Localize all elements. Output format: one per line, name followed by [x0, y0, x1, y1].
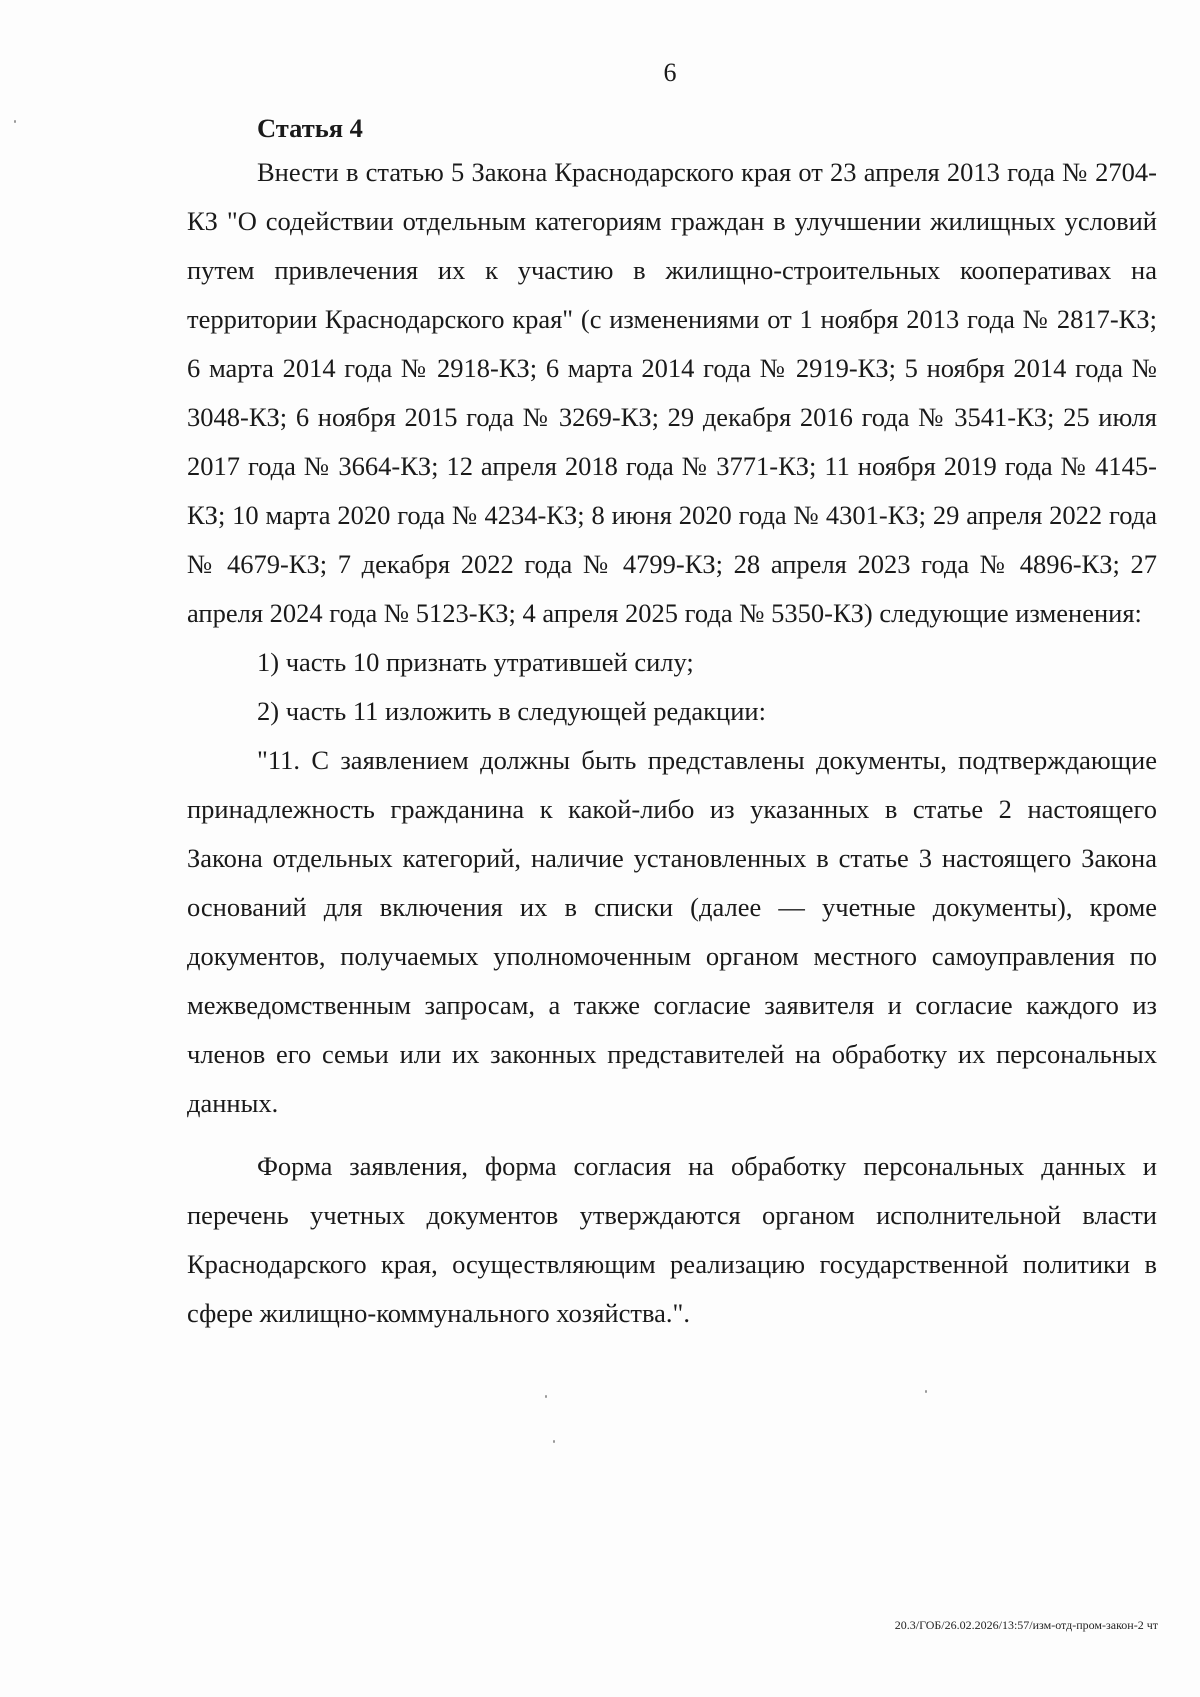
paragraph-form: Форма заявления, форма согласия на обработку персональных данных и перечень учетных документов утверждаются органом исполнительной власти Краснодарского края, осуществляющим реализацию государственной политики в сфере жилищно-коммунального хозяйства.".	[187, 1151, 1157, 1328]
document-body	[187, 108, 1157, 1338]
article-heading: Статья 4	[257, 113, 363, 143]
scan-speck	[14, 120, 16, 123]
paragraph-quote-11: "11. С заявлением должны быть представлены документы, подтверждающие принадлежность гражданина к какой-либо из указанных в статье 2 настоящего Закона отдельных категорий, наличие установленных в статье 3 настоящего Закона оснований для включения их в списки (далее — учетные документы), кроме документов, получаемых уполномоченным органом местного самоуправления по межведомственным запросам, а также согласие заявителя и согласие каждого из членов его семьи или их законных представителей на обработку их персональных данных.	[187, 745, 1157, 1118]
page-number: 6	[663, 58, 677, 87]
scan-speck	[545, 1395, 547, 1398]
scan-speck	[925, 1390, 927, 1393]
paragraph-intro: Внести в статью 5 Закона Краснодарского края от 23 апреля 2013 года № 2704-КЗ "О содействии отдельным категориям граждан в улучшении жилищных условий путем привлечения их к участию в жилищно-строительных кооперативах на территории Краснодарского края" (с изменениями от 1 ноября 2013 года № 2817-КЗ; 6 марта 2014 года № 2918-КЗ; 6 марта 2014 года № 2919-КЗ; 5 ноября 2014 года № 3048-КЗ; 6 ноября 2015 года № 3269-КЗ; 29 декабря 2016 года № 3541-КЗ; 25 июля 2017 года № 3664-КЗ; 12 апреля 2018 года № 3771-КЗ; 11 ноября 2019 года № 4145-КЗ; 10 марта 2020 года № 4234-КЗ; 8 июня 2020 года № 4301-КЗ; 29 апреля 2022 года № 4679-КЗ; 7 декабря 2022 года № 4799-КЗ; 28 апреля 2023 года № 4896-КЗ; 27 апреля 2024 года № 5123-КЗ; 4 апреля 2025 года № 5350-КЗ) следующие изменения:	[187, 157, 1157, 628]
document-footer-code: 20.3/ГОБ/26.02.2026/13:57/изм-отд-пром-закон-2 чт	[894, 1618, 1158, 1632]
paragraph-item-1: 1) часть 10 признать утратившей силу;	[257, 647, 694, 677]
scan-speck	[553, 1440, 555, 1443]
paragraph-item-2: 2) часть 11 изложить в следующей редакции:	[257, 696, 766, 726]
